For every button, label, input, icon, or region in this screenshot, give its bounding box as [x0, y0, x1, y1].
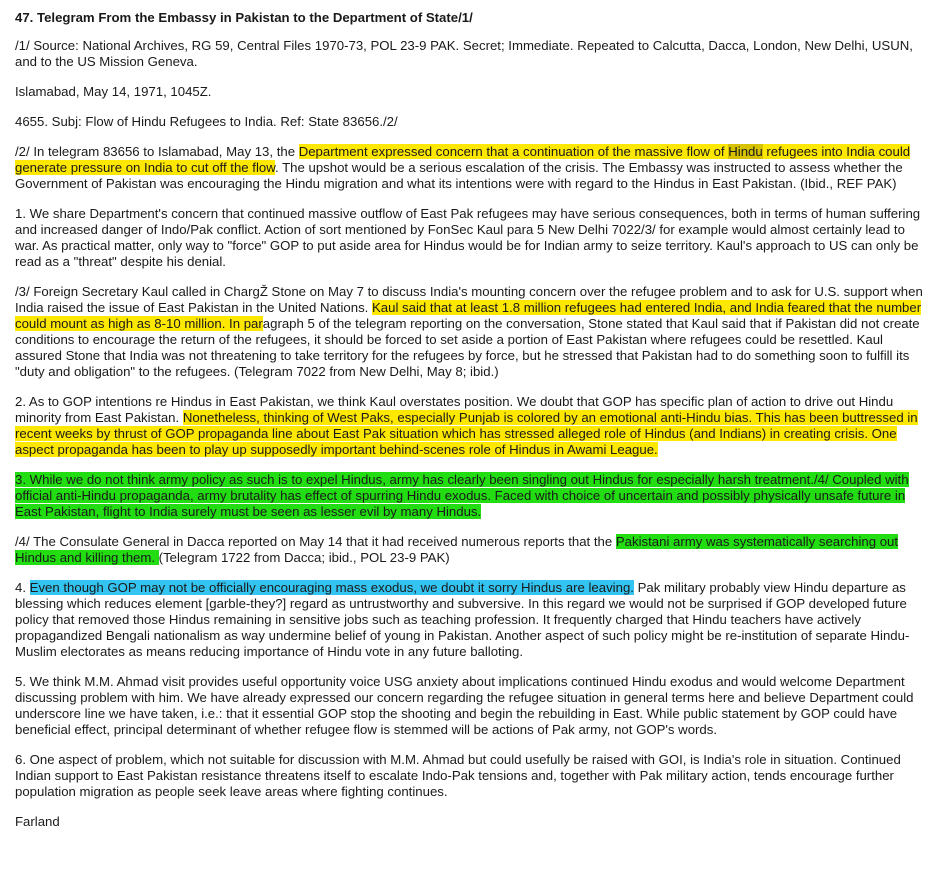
footnote-2-rest: . The upshot would be a serious escalation of the crisis. The Embassy was instructed to assess whether the Government of Pakistan was encouraging the Hindu migration and what its intentions were with regard to the Hindus in East Pakistan. (Ibid., REF PAK): [15, 160, 903, 191]
paragraph-4-number: 4.: [15, 580, 30, 595]
highlight-yellow: Department expressed concern that a continuation of the massive flow of: [298, 144, 729, 159]
highlight-green: Pakistani army was systematically searching out Hindus and killing them.: [15, 534, 899, 565]
footnote-4-intro: /4/ The Consulate General in Dacca reported on May 14 that it had received numerous reports that the: [15, 534, 616, 549]
paragraph-6: 6. One aspect of problem, which not suitable for discussion with M.M. Ahmad but could usefully be raised with GOI, is India's role in situation. Continued Indian support to East Pakistan resistance threatens itself to escalate Indo-Pak tensions and, together with Pak military action, tends encourage further population migration as people seek leave areas where fighting continues.: [15, 752, 901, 799]
footnote-2-intro: /2/ In telegram 83656 to Islamabad, May 13, the: [15, 144, 299, 159]
signature: Farland: [15, 814, 60, 829]
footnote-3-intro: /3/ Foreign Secretary Kaul called in ChargŽ Stone on May 7 to discuss India's mounting concern over the refugee problem and to ask for U.S. support when India raised the issue of East Pakistan in the United Nations.: [15, 284, 923, 315]
footnote-3-rest: agraph 5 of the telegram reporting on the conversation, Stone stated that Kaul said that if Pakistan did not create conditions to encourage the return of the refugees, it should be forced to set aside a portion of East Pakistan where refugees could be resettled. Kaul assured Stone that India was not threatening to take territory for the refugees by force, but he stressed that Pakistan had to do something soon to fulfill its "duty and obligation" to the refugees. (Telegram 7022 from New Delhi, May 8; ibid.): [15, 316, 920, 379]
document-title: 47. Telegram From the Embassy in Pakistan to the Department of State/1/: [15, 10, 473, 25]
paragraph-4: [15, 580, 928, 660]
footnote-3: [15, 284, 928, 380]
dateline: Islamabad, May 14, 1971, 1045Z.: [15, 84, 212, 99]
footnote-2: [15, 144, 928, 192]
highlight-yellow: refugees into India could generate pressure on India to cut off the flow: [15, 144, 911, 175]
paragraph-3: [15, 472, 928, 520]
footnote-4-rest: (Telegram 1722 from Dacca; ibid., POL 23-9 PAK): [158, 550, 450, 565]
highlight-hindu-word: Hindu: [728, 144, 763, 159]
highlight-blue: Even though GOP may not be officially encouraging mass exodus, we doubt it sorry Hindus are leaving.: [29, 580, 634, 595]
subject-line: 4655. Subj: Flow of Hindu Refugees to India. Ref: State 83656./2/: [15, 114, 398, 129]
paragraph-2-intro: 2. As to GOP intentions re Hindus in East Pakistan, we think Kaul overstates position. We doubt that GOP has specific plan of action to drive out Hindu minority from East Pakistan.: [15, 394, 894, 425]
source-footnote: /1/ Source: National Archives, RG 59, Central Files 1970-73, POL 23-9 PAK. Secret; Immediate. Repeated to Calcutta, Dacca, London, New Delhi, USUN, and to the US Mission Geneva.: [15, 38, 913, 69]
highlight-yellow: Kaul said that at least 1.8 million refugees had entered India, and India feared that the number could mount as high as 8-10 million. In par: [15, 300, 922, 331]
paragraph-2: [15, 394, 928, 458]
paragraph-4-rest: Pak military probably view Hindu departure as blessing which reduces element [garble-they?] regard as untrustworthy and subversive. In this regard we would not be surprised if GOP developed future policy that removed those Hindus remaining in sensitive jobs such as teaching profession. It frequently charged that Hindu teachers have actively propagandized Bengali nationalism as way undermine belief of young in Pakistan. Another aspect of such policy might be re-institution of separate Hindu-Muslim electorates as means reducing importance of Hindu vote in any future balloting.: [15, 580, 910, 659]
highlight-green: 3. While we do not think army policy as such is to expel Hindus, army has clearly been singling out Hindus for especially harsh treatment./4/ Coupled with official anti-Hindu propaganda, army brutality has effect of spurring Hindu exodus. Faced with choice of uncertain and possibly physically unsafe future in East Pakistan, flight to India surely must be seen as lesser evil by many Hindus.: [15, 472, 909, 519]
paragraph-1: 1. We share Department's concern that continued massive outflow of East Pak refugees may have serious consequences, both in terms of human suffering and increased danger of Indo/Pak conflict. Action of sort mentioned by FonSec Kaul para 5 New Delhi 7022/3/ for example would almost certainly lead to war. As practical matter, only way to "force" GOP to put aside area for Hindus would be for Indian army to seize territory. Kaul's approach to US can only be read as a "threat" despite his denial.: [15, 206, 921, 269]
paragraph-5: 5. We think M.M. Ahmad visit provides useful opportunity voice USG anxiety about implications continued Hindu exodus and would welcome Department discussing problem with him. We have already expressed our concern regarding the refugee situation in general terms here and believe Department could underscore line we have taken, i.e.: that it essential GOP stop the shooting and begin the rebuilding in East. While public statement by GOP could have beneficial effect, principal determinant of whether refugee flow is stemmed will be actions of Pak army, not GOP's words.: [15, 674, 914, 737]
highlight-yellow: Nonetheless, thinking of West Paks, especially Punjab is colored by an emotional anti-Hindu bias. This has been buttressed in recent weeks by thrust of GOP propaganda line about East Pak situation which has stressed alleged role of Hindus (and Indians) in creating crisis. One aspect propaganda has been to play up supposedly important behind-scenes role of Hindus in Awami League.: [15, 410, 918, 457]
footnote-4: [15, 534, 928, 566]
